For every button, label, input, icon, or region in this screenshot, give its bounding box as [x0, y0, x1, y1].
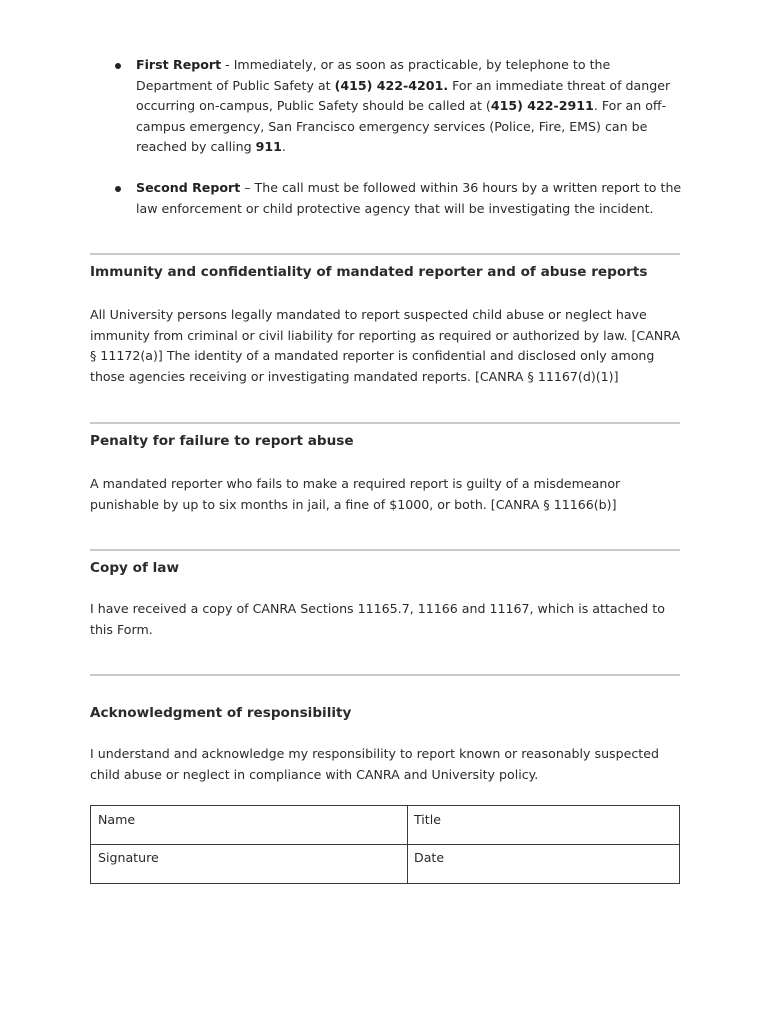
- reporting-steps-list: [112, 55, 682, 219]
- emergency-number: 911: [255, 139, 282, 155]
- immunity-body: All University persons legally mandated to report suspected child abuse or neglect have immunity from criminal or civil liability for reporting as required or authorized by law. [CANRA § 11172(a)] The identity of a mandated reporter is confidential and disclosed only among those agencies receiving or investigating mandated reports. [CANRA § 11167(d)(1)]: [90, 307, 681, 384]
- signature-form-table: [90, 805, 680, 884]
- copy-of-law-heading: Copy of law: [90, 560, 180, 576]
- title-field[interactable]: [407, 806, 679, 844]
- bullet-icon: [115, 63, 121, 69]
- date-label: Date: [414, 850, 445, 865]
- first-report-item: [112, 55, 682, 158]
- immunity-heading: Immunity and confidentiality of mandated reporter and of abuse reports: [90, 264, 648, 280]
- bullet-icon: [115, 186, 121, 192]
- signature-field[interactable]: [91, 844, 407, 883]
- acknowledgment-body: I understand and acknowledge my responsibility to report known or reasonably suspected child abuse or neglect in compliance with CANRA and University policy.: [90, 746, 659, 782]
- penalty-heading: Penalty for failure to report abuse: [90, 433, 354, 449]
- section-divider: [90, 253, 680, 255]
- signature-label: Signature: [98, 850, 159, 865]
- date-field[interactable]: [407, 844, 679, 883]
- second-report-label: Second Report: [136, 179, 241, 195]
- name-label: Name: [98, 812, 136, 827]
- first-report-text-2: For an immediate threat of danger occurring on-campus, Public Safety should be called at (: [136, 77, 671, 114]
- first-report-text-1: - Immediately, or as soon as practicable, by telephone to the Department of Public Safety at: [136, 57, 611, 93]
- second-report-text: – The call must be followed within 36 hours by a written report to the law enforcement or child protective agency that will be investigating the incident.: [136, 179, 682, 216]
- copy-of-law-body: I have received a copy of CANRA Sections 11165.7, 11166 and 11167, which is attached to this Form.: [90, 601, 665, 637]
- title-label: Title: [414, 812, 441, 827]
- penalty-body: A mandated reporter who fails to make a required report is guilty of a misdemeanor punishable by up to six months in jail, a fine of $1000, or both. [CANRA § 11166(b)]: [90, 476, 621, 512]
- section-divider: [90, 422, 680, 424]
- first-report-text-4: .: [281, 139, 286, 155]
- acknowledgment-heading: Acknowledgment of responsibility: [90, 705, 352, 721]
- public-safety-phone: (415) 422-4201.: [334, 77, 449, 93]
- second-report-item: [112, 178, 682, 219]
- name-field[interactable]: [91, 806, 407, 844]
- section-divider: [90, 549, 680, 551]
- first-report-label: First Report: [136, 57, 222, 72]
- section-divider: [90, 674, 680, 676]
- emergency-phone: 415) 422-2911: [490, 98, 594, 114]
- first-report-text-3: . For an off-campus emergency, San Francisco emergency services (Police, Fire, EMS) can be reached by calling: [136, 98, 667, 155]
